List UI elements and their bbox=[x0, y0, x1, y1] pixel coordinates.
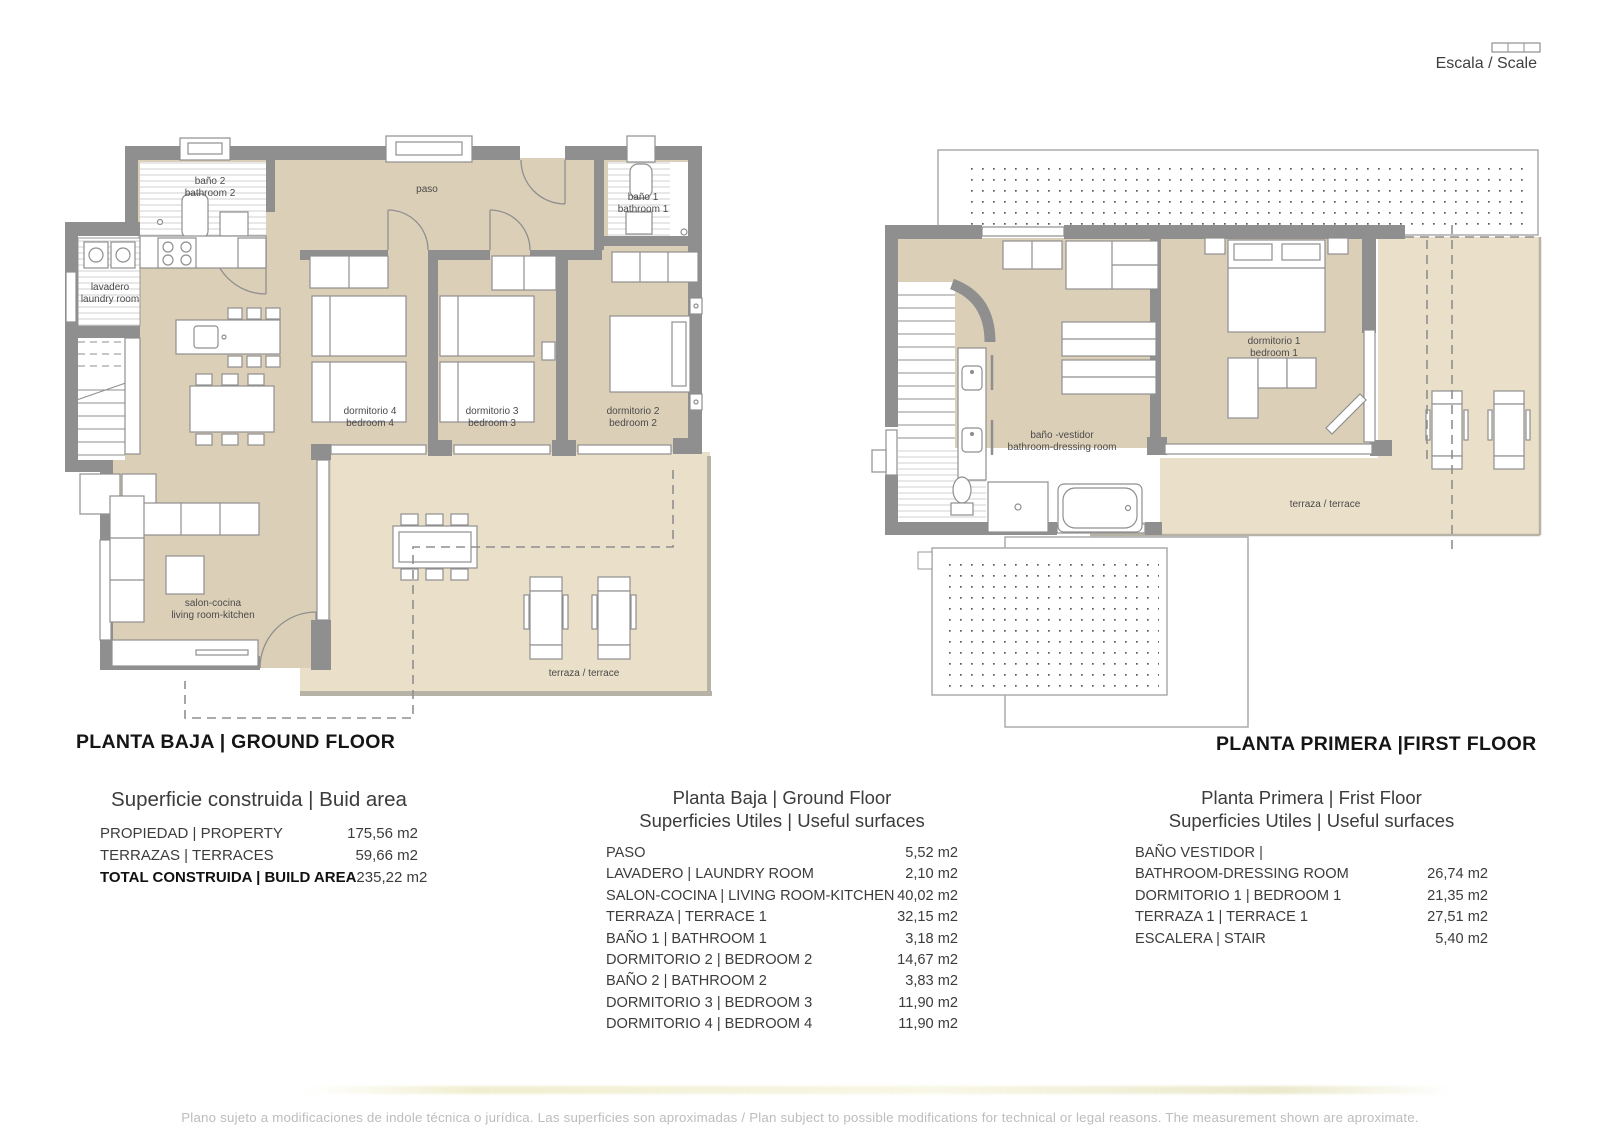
table-row: DORMITORIO 2 | BEDROOM 2 14,67 m2 bbox=[606, 952, 958, 969]
room-label-bathroom2: baño 2 bathroom 2 bbox=[184, 176, 236, 199]
disclaimer-text: Plano sujeto a modificaciones de indole técnica o jurídica. Las superficies son aproximadas / Plan subject to possible modifications for technical or legal reasons. The measurement shown are aproximate. bbox=[181, 1110, 1419, 1125]
table-row: BAÑO 2 | BATHROOM 2 3,83 m2 bbox=[606, 973, 958, 990]
room-label-bathroom-dressing: baño -vestidor bathroom-dressing room bbox=[1007, 430, 1117, 453]
room-label-terrace-gf: terraza / terrace bbox=[548, 668, 620, 679]
room-label-living-kitchen: salon-cocina living room-kitchen bbox=[171, 598, 255, 621]
table-row: LAVADERO | LAUNDRY ROOM 2,10 m2 bbox=[606, 866, 958, 883]
table-row: SALON-COCINA | LIVING ROOM-KITCHEN 40,02 m2 bbox=[606, 887, 958, 904]
table-row: TERRAZAS | TERRACES 59,66 m2 bbox=[100, 847, 418, 864]
first-surfaces-header: Planta Primera | Frist Floor Superficies Utiles | Useful surfaces bbox=[1168, 787, 1455, 831]
table-row: DORMITORIO 4 | BEDROOM 4 11,90 m2 bbox=[606, 1016, 958, 1033]
build-area-table bbox=[100, 788, 428, 889]
table-row: ESCALERA | STAIR 5,40 m2 bbox=[1135, 930, 1488, 947]
room-label-bedroom1: dormitorio 1 bedroom 1 bbox=[1247, 336, 1301, 359]
scale-label: Escala / Scale bbox=[1435, 55, 1537, 72]
table-row: DORMITORIO 1 | BEDROOM 1 21,35 m2 bbox=[1135, 887, 1488, 904]
first-floor-title: PLANTA PRIMERA |FIRST FLOOR bbox=[1216, 733, 1537, 755]
scale-bar bbox=[1492, 43, 1540, 52]
room-label-bedroom3: dormitorio 3 bedroom 3 bbox=[465, 406, 519, 429]
watermark-smudge bbox=[305, 1086, 1450, 1094]
first-surfaces-table bbox=[1135, 786, 1488, 950]
room-label-bedroom4: dormitorio 4 bedroom 4 bbox=[343, 406, 397, 429]
table-row: BAÑO 1 | BATHROOM 1 3,18 m2 bbox=[606, 930, 958, 947]
table-row: TERRAZA 1 | TERRACE 1 27,51 m2 bbox=[1135, 909, 1488, 926]
ground-surfaces-header: Planta Baja | Ground Floor Superficies Utiles | Useful surfaces bbox=[639, 787, 925, 831]
table-row: BAÑO VESTIDOR | bbox=[1135, 845, 1263, 861]
table-row: DORMITORIO 3 | BEDROOM 3 11,90 m2 bbox=[606, 994, 958, 1011]
room-label-bathroom1: baño 1 bathroom 1 bbox=[617, 192, 669, 215]
table-row-total: TOTAL CONSTRUIDA | BUILD AREA 235,22 m2 bbox=[100, 869, 428, 886]
room-label-paso: paso bbox=[416, 184, 438, 195]
room-label-laundry: lavadero laundry room bbox=[80, 282, 140, 305]
table-row: BATHROOM-DRESSING ROOM 26,74 m2 bbox=[1135, 866, 1488, 883]
room-label-bedroom2: dormitorio 2 bedroom 2 bbox=[606, 406, 660, 429]
build-area-table-header: Superficie construida | Buid area bbox=[111, 788, 407, 811]
first-floor-plan bbox=[872, 150, 1540, 727]
ground-floor-title: PLANTA BAJA | GROUND FLOOR bbox=[76, 731, 396, 753]
ground-surfaces-table bbox=[606, 786, 958, 1036]
room-label-terrace-ff: terraza / terrace bbox=[1289, 499, 1361, 510]
table-row: PROPIEDAD | PROPERTY 175,56 m2 bbox=[100, 825, 418, 842]
table-row: TERRAZA | TERRACE 1 32,15 m2 bbox=[606, 909, 958, 926]
table-row: PASO 5,52 m2 bbox=[606, 845, 958, 861]
